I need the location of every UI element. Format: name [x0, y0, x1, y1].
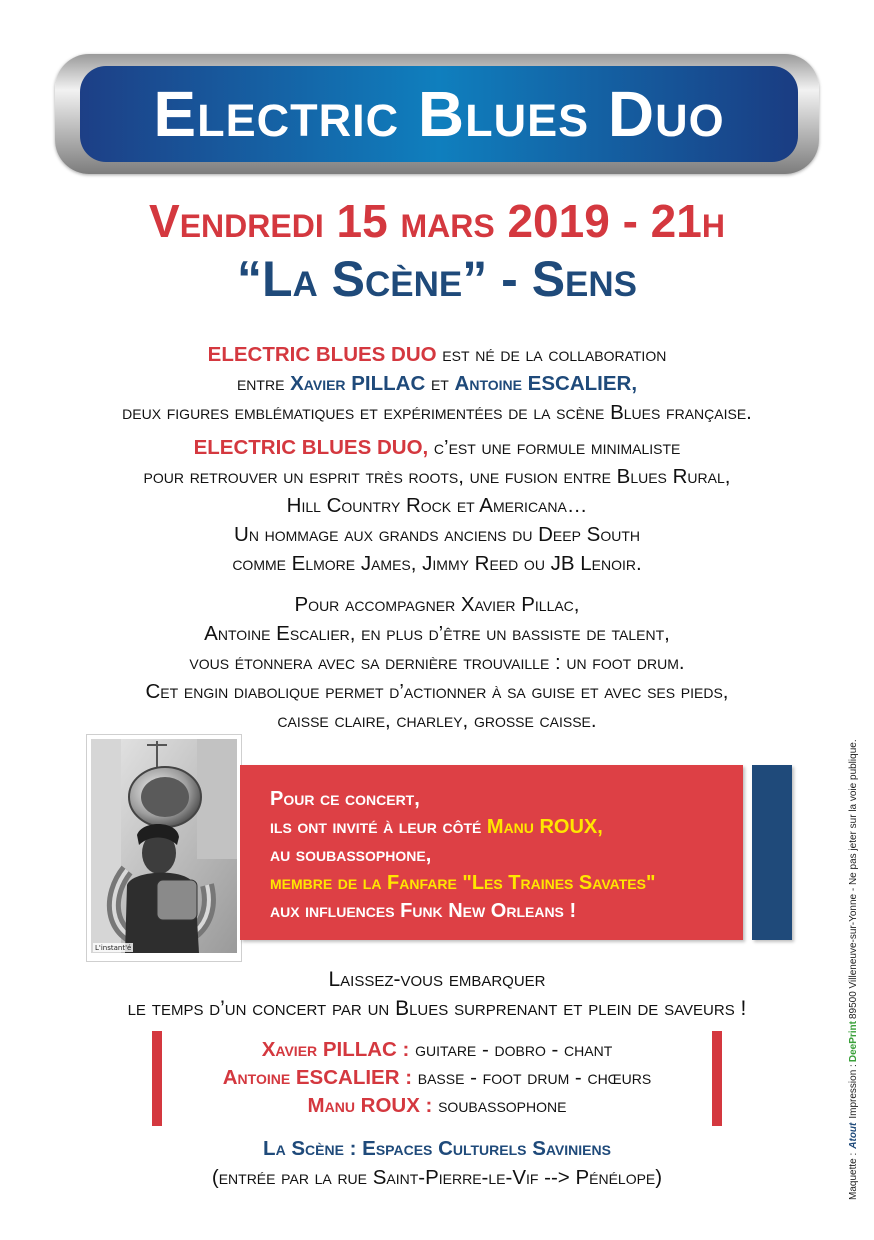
guest-text-part: ils ont invité à leur côté — [270, 816, 487, 838]
blue-accent-bar — [752, 765, 792, 940]
formula-line-1 — [30, 433, 844, 462]
member-name: Xavier PILLAC — [290, 372, 426, 395]
guest-line — [270, 813, 740, 841]
guest-line: au soubassophone, — [270, 844, 432, 866]
lineup-role: guitare - dobro - chant — [409, 1038, 613, 1061]
photo-caption: L'instant'é — [95, 944, 132, 952]
print-credits — [848, 739, 859, 1200]
member-name: Antoine ESCALIER, — [454, 372, 638, 395]
sousaphone-player-image — [87, 735, 241, 961]
lineup-role: basse - foot drum - chœurs — [412, 1066, 652, 1089]
intro-text: et — [425, 372, 455, 395]
accompany-line: caisse claire, charley, grosse caisse. — [277, 709, 597, 732]
event-venue: “La Scène” - Sens — [236, 251, 638, 307]
formula-text: c’est une formule minimaliste — [428, 436, 681, 459]
intro-line-2 — [30, 369, 844, 398]
venue-name: La Scène : Espaces Culturels Saviniens — [263, 1137, 611, 1160]
lineup-name: Antoine ESCALIER : — [222, 1066, 413, 1089]
band-name: ELECTRIC BLUES DUO — [207, 343, 437, 366]
formula-line: Un hommage aux grands anciens du Deep South — [234, 523, 640, 546]
title-banner — [80, 66, 798, 162]
guest-text — [270, 785, 740, 925]
formula-line: comme Elmore James, Jimmy Reed ou JB Lenoir. — [232, 552, 642, 575]
lineup-item — [162, 1092, 712, 1120]
credits-text: Maquette : — [848, 1152, 859, 1200]
lineup-bar-left — [152, 1031, 162, 1126]
accompany-line: Pour accompagner Xavier Pillac, — [294, 593, 580, 616]
intro-line-1 — [30, 340, 844, 369]
lineup-name: Xavier PILLAC : — [261, 1038, 410, 1061]
embark-line: le temps d’un concert par un Blues surprenant et plein de saveurs ! — [127, 997, 747, 1020]
lineup-name: Manu ROUX : — [307, 1094, 433, 1117]
formula-line: pour retrouver un esprit très roots, une fusion entre Blues Rural, — [143, 465, 731, 488]
lineup-role: soubassophone — [432, 1094, 567, 1117]
embark-line: Laissez-vous embarquer — [328, 968, 546, 991]
intro-text: est né de la collaboration — [436, 343, 667, 366]
guest-band-line: membre de la Fanfare "Les Traines Savates" — [270, 872, 656, 894]
printer-logo: DeePrint — [848, 1021, 859, 1063]
lineup-list — [162, 1036, 712, 1120]
musician-photo — [86, 734, 242, 962]
guest-box — [240, 765, 743, 940]
credits-text: 89500 Villeneuve-sur-Yonne - Ne pas jeter sur la voie publique. — [848, 739, 859, 1020]
guest-name: Manu ROUX, — [486, 816, 603, 838]
page-title: Electric Blues Duo — [153, 78, 725, 150]
formula-line: Hill Country Rock et Americana… — [286, 494, 588, 517]
designer-logo: Atout — [848, 1122, 859, 1149]
accompany-line: Cet engin diabolique permet d’actionner à sa guise et avec ses pieds, — [145, 680, 729, 703]
accompany-line: vous étonnera avec sa dernière trouvaille : un foot drum. — [189, 651, 685, 674]
venue-access: (entrée par la rue Saint-Pierre-le-Vif --> Pénélope) — [211, 1166, 663, 1189]
guest-line: aux influences Funk New Orleans ! — [270, 900, 577, 922]
accompany-line: Antoine Escalier, en plus d’être un bassiste de talent, — [204, 622, 670, 645]
lineup-bar-right — [712, 1031, 722, 1126]
lineup-item — [162, 1036, 712, 1064]
formula-paragraph — [30, 433, 844, 578]
intro-line-3: deux figures emblématiques et expérimentées de la scène Blues française. — [122, 401, 752, 424]
intro-text: entre — [236, 372, 291, 395]
credits-text: Impression : — [848, 1064, 859, 1119]
accompany-paragraph — [30, 590, 844, 735]
event-date: Vendredi 15 mars 2019 - 21h — [149, 195, 725, 247]
embark-text — [20, 965, 854, 1023]
intro-paragraph — [30, 340, 844, 427]
guest-line: Pour ce concert, — [270, 788, 420, 810]
band-name: ELECTRIC BLUES DUO, — [193, 436, 429, 459]
lineup-item — [162, 1064, 712, 1092]
